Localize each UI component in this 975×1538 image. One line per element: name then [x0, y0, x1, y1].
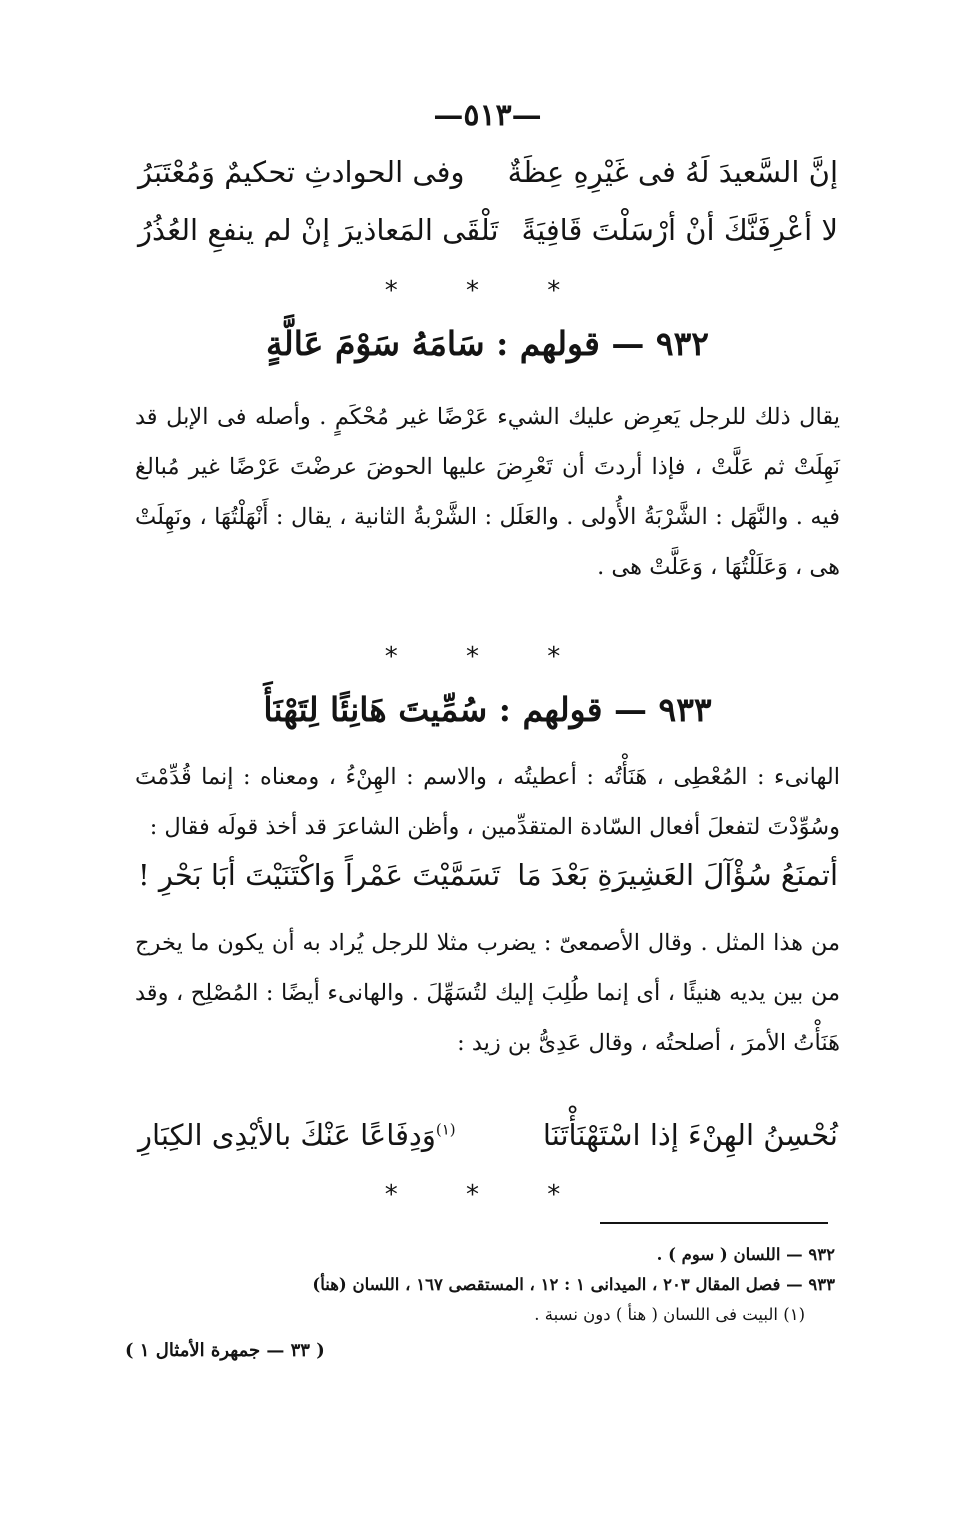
verse-hemistich-second: تَسَمَّيْتَ عَمْراً وَاكْتَنَيْتَ أبَا بَحْرِ !	[138, 858, 501, 892]
section-separator: * * *	[384, 1180, 591, 1210]
section-separator: * * *	[384, 642, 591, 672]
page-number: —٥١٣—	[433, 98, 542, 133]
verse-hemistich-second: وفى الحوادثِ تحكيمٌ وَمُعْتَبَرُ	[138, 155, 465, 189]
verse-line	[138, 1118, 838, 1168]
verse-line	[138, 155, 838, 205]
source-note: ( ٣٣ — جمهرة الأمثال ١ )	[125, 1340, 325, 1361]
verse-hemistich-first: أتمنَعُ سُؤْآلَ العَشِيرَةِ بَعْدَ مَا	[517, 858, 838, 892]
verse-hemistich-second	[138, 1118, 456, 1152]
verse-hemistich-second: تَلْقَى المَعاذيرَ إنْ لم ينفعِ العُذُرُ	[138, 213, 499, 247]
section-heading-932: ٩٣٢ — قولهم : سَامَهُ سَوْمَ عَالَّةٍ	[265, 324, 710, 363]
footnote-divider	[600, 1222, 828, 1224]
footnote-933: ٩٣٣ — فصل المقال ٢٠٣ ، الميدانى ١ : ١٢ ، المستقصى ١٦٧ ، اللسان (هنأ)	[312, 1275, 835, 1294]
section-933-body-1: الهانىء : المُعْطِى ، هَنَأْتُه : أعطيتُه ، والاسم : الهِنْءُ ، ومعناه : إنما قُدِّمْتَ وسُوِّدْتَ لتفعلَ أفعال السّادة المتقدِّمين ، وأظن الشاعرَ قد أخذ قولَه فقال :	[135, 764, 840, 840]
verse-hemistich-first: لا أعْرِفَنَّكَ أنْ أرْسَلْتَ قَافِيَةً	[521, 213, 838, 247]
footnote-1: (١) البيت فى اللسان ( هنأ ) دون نسبة .	[534, 1305, 805, 1324]
verse-line	[138, 213, 838, 263]
section-932-body: يقال ذلك للرجل يَعرِض عليك الشيء عَرْضًا غير مُحْكَمٍ . وأصله فى الإبل قد نَهِلَتْ ثم عَلَّتْ ، فإذا أردتَ أن تَعْرِضَ عليها الحوضَ عرضْتَ عَرْضًا غير مُبالغ فيه . والنَّهَل : الشَّرْبَةُ الأُولى . والعَلَل : الشَّرْبةُ الثانية ، يقال : أَنْهَلْتُهَا ، ونَهِلَتْ هى ، وَعَلَلْتُهَا ، وَعَلَّتْ هى .	[135, 404, 840, 580]
section-separator: * * *	[384, 276, 591, 306]
verse-hemistich-first: نُحْسِنُ الهِنْءَ إذا اسْتَهْنَأْتَنَا	[542, 1118, 838, 1152]
verse-hemistich-first: إنَّ السَّعيدَ لَهُ فى غَيْرِهِ عِظَةٌ	[507, 155, 838, 189]
section-933-body-2: من هذا المثل . وقال الأصمعىّ : يضرب مثلا للرجل يُراد به أن يكون ما يخرج من بين يديه هنيئًا ، أى إنما طُلِبَ إليك لتُسَهِّلَ . والهانىء أيضًا : المُصْلِح ، وقد هَنَأْتُ الأمرَ ، أصلحتُه ، وقال عَدِىُّ بن زيد :	[135, 930, 840, 1056]
section-heading-933: ٩٣٣ — قولهم : سُمِّيتَ هَانِئًا لِتَهْنَأَ	[263, 690, 712, 729]
footnote-marker: (١)	[435, 1120, 456, 1139]
verse-line	[138, 858, 838, 908]
footnote-932: ٩٣٢ — اللسان ( سوم ) .	[656, 1245, 835, 1264]
verse-hemistich-text: وَدِفَاعًا عَنْكَ بالأيْدِى الكِبَارِ	[138, 1118, 436, 1152]
